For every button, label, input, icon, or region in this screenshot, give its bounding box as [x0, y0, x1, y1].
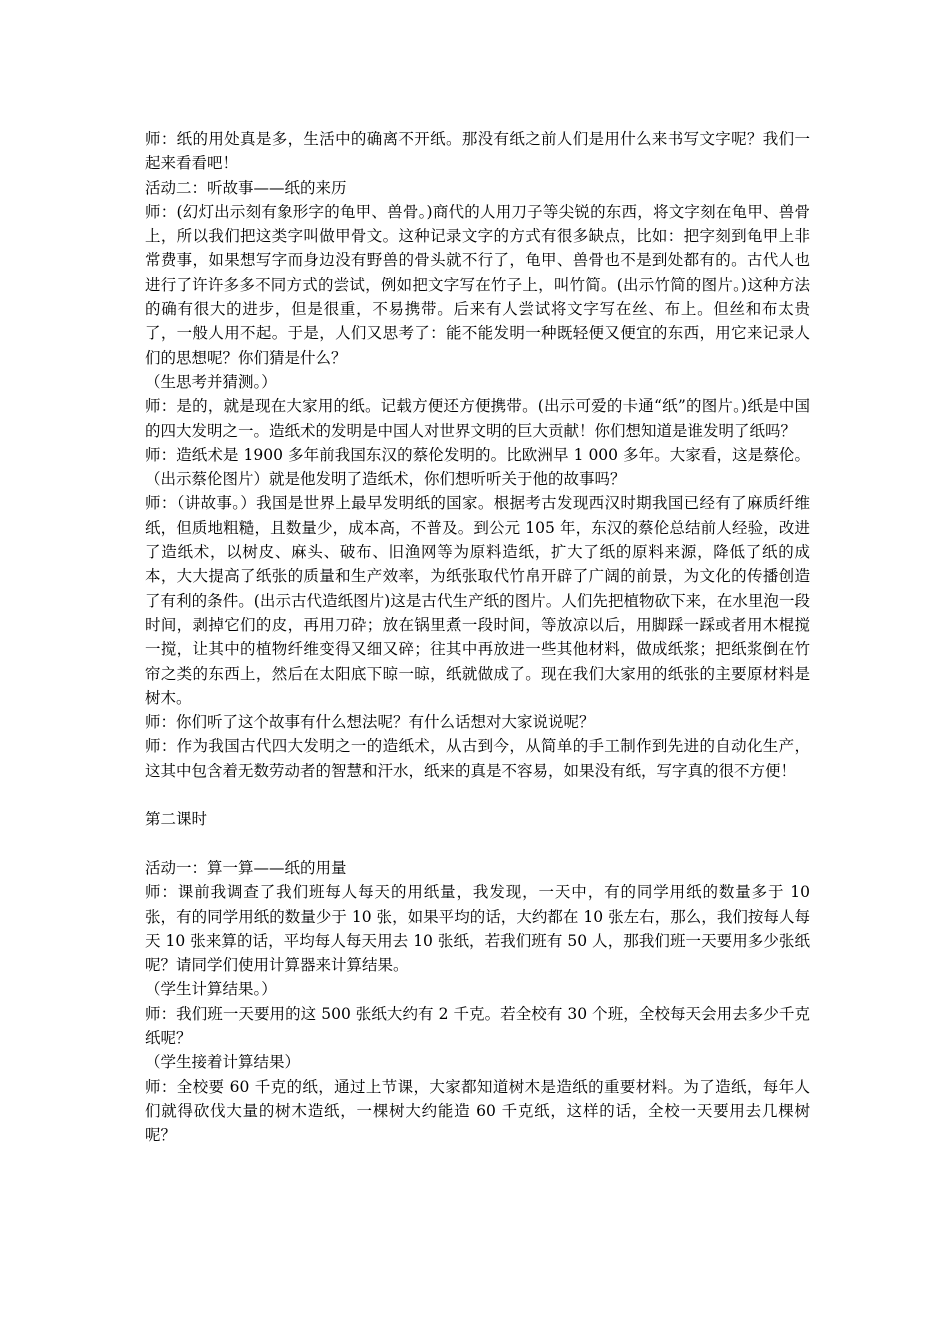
- paragraph: 师：（讲故事。）我国是世界上最早发明纸的国家。根据考古发现西汉时期我国已经有了麻质纤维纸，但质地粗糙，且数量少，成本高，不普及。到公元 105 年，东汉的蔡伦总结前人经验，改进了造纸术，以树皮、麻头、破布、旧渔网等为原料造纸，扩大了纸的原料来源，降低了纸的成本，大大提高了纸张的质量和生产效率，为纸张取代竹帛开辟了广阔的前景，为文化的传播创造了有利的条件。(出示古代造纸图片)这是古代生产纸的图片。人们先把植物砍下来，在水里泡一段时间，剥掉它们的皮，再用刀砕；放在锅里煮一段时间，等放凉以后，用脚踩一踩或者用木棍搅一搅，让其中的植物纤维变得又细又碎；往其中再放进一些其他材料，做成纸浆；把纸浆倒在竹帘之类的东西上，然后在太阳底下晾一晾，纸就做成了。现在我们大家用的纸张的主要原材料是树木。: [145, 494, 810, 707]
- paragraph: 师：造纸术是 1900 多年前我国东汉的蔡伦发明的。比欧洲早 1 000 多年。大家看，这是蔡伦。（出示蔡伦图片）就是他发明了造纸术，你们想听听关于他的故事吗？: [145, 445, 810, 489]
- paragraph: 师：作为我国古代四大发明之一的造纸术，从古到今，从简单的手工制作到先进的自动化生产，这其中包含着无数劳动者的智慧和汗水，纸来的真是不容易，如果没有纸，写字真的很不方便！: [145, 737, 810, 780]
- document-page: [145, 127, 810, 1147]
- paragraph: 师：纸的用处真是多，生活中的确离不开纸。那没有纸之前人们是用什么来书写文字呢？我们一起来看看吧！: [145, 130, 810, 173]
- paragraph: 师：(幻灯出示刻有象形字的龟甲、兽骨。)商代的人用刀子等尖锐的东西，将文字刻在龟甲、兽骨上，所以我们把这类字叫做甲骨文。这种记录文字的方式有很多缺点，比如：把字刻到龟甲上非常费事，如果想写字而身边没有野兽的骨头就不行了，龟甲、兽骨也不是到处都有的。古代人也进行了许许多多不同方式的尝试，例如把文字写在竹子上，叫竹简。(出示竹简的图片。)这种方法的确有很大的进步，但是很重，不易携带。后来有人尝试将文字写在丝、布上。但丝和布太贵了，一般人用不起。于是，人们又思考了：能不能发明一种既轻便又便宜的东西，用它来记录人们的思想呢？你们猜是什么？: [145, 202, 810, 367]
- paragraph: 师：我们班一天要用的这 500 张纸大约有 2 千克。若全校有 30 个班，全校每天会用去多少千克纸呢？: [145, 1004, 810, 1047]
- paragraph: （学生接着计算结果）: [145, 1053, 301, 1072]
- paragraph: 师：你们听了这个故事有什么想法呢？有什么话想对大家说说呢？: [145, 713, 595, 732]
- paragraph: 师：全校要 60 千克的纸，通过上节课，大家都知道树木是造纸的重要材料。为了造纸，每年人们就得砍伐大量的树木造纸，一棵树大约能造 60 千克纸，这样的话，全校一天要用去几棵树呢？: [145, 1077, 810, 1145]
- blank-line: [145, 783, 810, 807]
- paragraph: （学生计算结果。）: [145, 980, 277, 999]
- section-heading: 活动一：算一算——纸的用量: [145, 858, 347, 877]
- section-heading: 第二课时: [145, 810, 208, 829]
- blank-line: [145, 832, 810, 856]
- section-heading: 活动二：听故事——纸的来历: [145, 178, 347, 197]
- paragraph: 师：是的，就是现在大家用的纸。记载方便还方便携带。(出示可爱的卡通“纸”的图片。)纸是中国的四大发明之一。造纸术的发明是中国人对世界文明的巨大贡献！你们想知道是谁发明了纸吗？: [145, 397, 810, 440]
- paragraph: （生思考并猜测。）: [145, 372, 277, 391]
- paragraph: 师：课前我调查了我们班每人每天的用纸量，我发现，一天中，有的同学用纸的数量多于 10 张，有的同学用纸的数量少于 10 张，如果平均的话，大约都在 10 张左右，那么，我们按每人每天 10 张来算的话，平均每人每天用去 10 张纸，若我们班有 50 人，那我们班一天要用多少张纸呢？请同学们使用计算器来计算结果。: [145, 883, 810, 975]
